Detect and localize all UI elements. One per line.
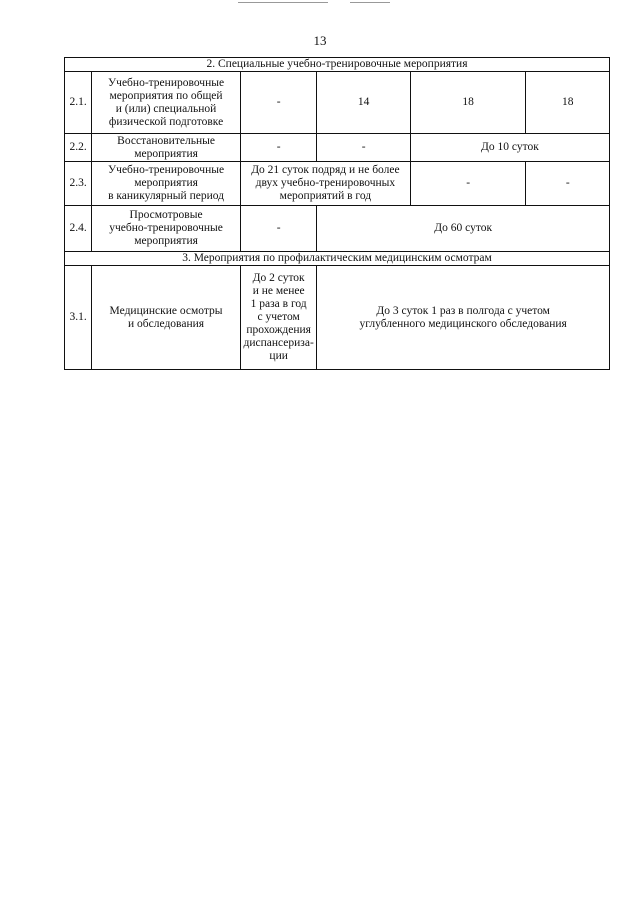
section-3-title: 3. Мероприятия по профилактическим медицинским осмотрам [65,252,610,266]
event-name: Учебно-тренировочные мероприятия в каникулярный период [92,162,241,206]
row-number: 3.1. [65,266,92,370]
table-row [65,162,610,206]
scan-artifact [238,2,328,3]
cell-value: - [317,134,411,162]
cell-value: 14 [317,72,411,134]
cell-value: До 2 суток и не менее 1 раза в год с учетом прохождения диспансериза- ции [240,266,316,370]
page-number: 13 [313,33,327,48]
row-number: 2.1. [65,72,92,134]
cell-value: - [240,134,316,162]
cell-value: - [526,162,610,206]
event-name: Учебно-тренировочные мероприятия по общей и (или) специальной физической подготовке [92,72,241,134]
scan-artifact [350,2,390,3]
cell-value-merged: До 21 суток подряд и не более двух учебно-тренировочных мероприятий в год [240,162,410,206]
section-3-header [65,252,610,266]
cell-value: - [410,162,526,206]
row-number: 2.3. [65,162,92,206]
event-name: Просмотровые учебно-тренировочные мероприятия [92,206,241,252]
table-row [65,134,610,162]
event-name: Восстановительные мероприятия [92,134,241,162]
events-table [64,57,610,370]
cell-value: - [240,206,316,252]
event-name: Медицинские осмотры и обследования [92,266,241,370]
section-2-header [65,58,610,72]
table-row [65,266,610,370]
row-number: 2.4. [65,206,92,252]
cell-value: 18 [410,72,526,134]
section-2-title: 2. Специальные учебно-тренировочные мероприятия [65,58,610,72]
cell-value-merged: До 10 суток [410,134,609,162]
table-row [65,72,610,134]
table-row [65,206,610,252]
cell-value-merged: До 60 суток [317,206,610,252]
row-number: 2.2. [65,134,92,162]
cell-value: - [240,72,316,134]
cell-value-merged: До 3 суток 1 раз в полгода с учетом углубленного медицинского обследования [317,266,610,370]
cell-value: 18 [526,72,610,134]
